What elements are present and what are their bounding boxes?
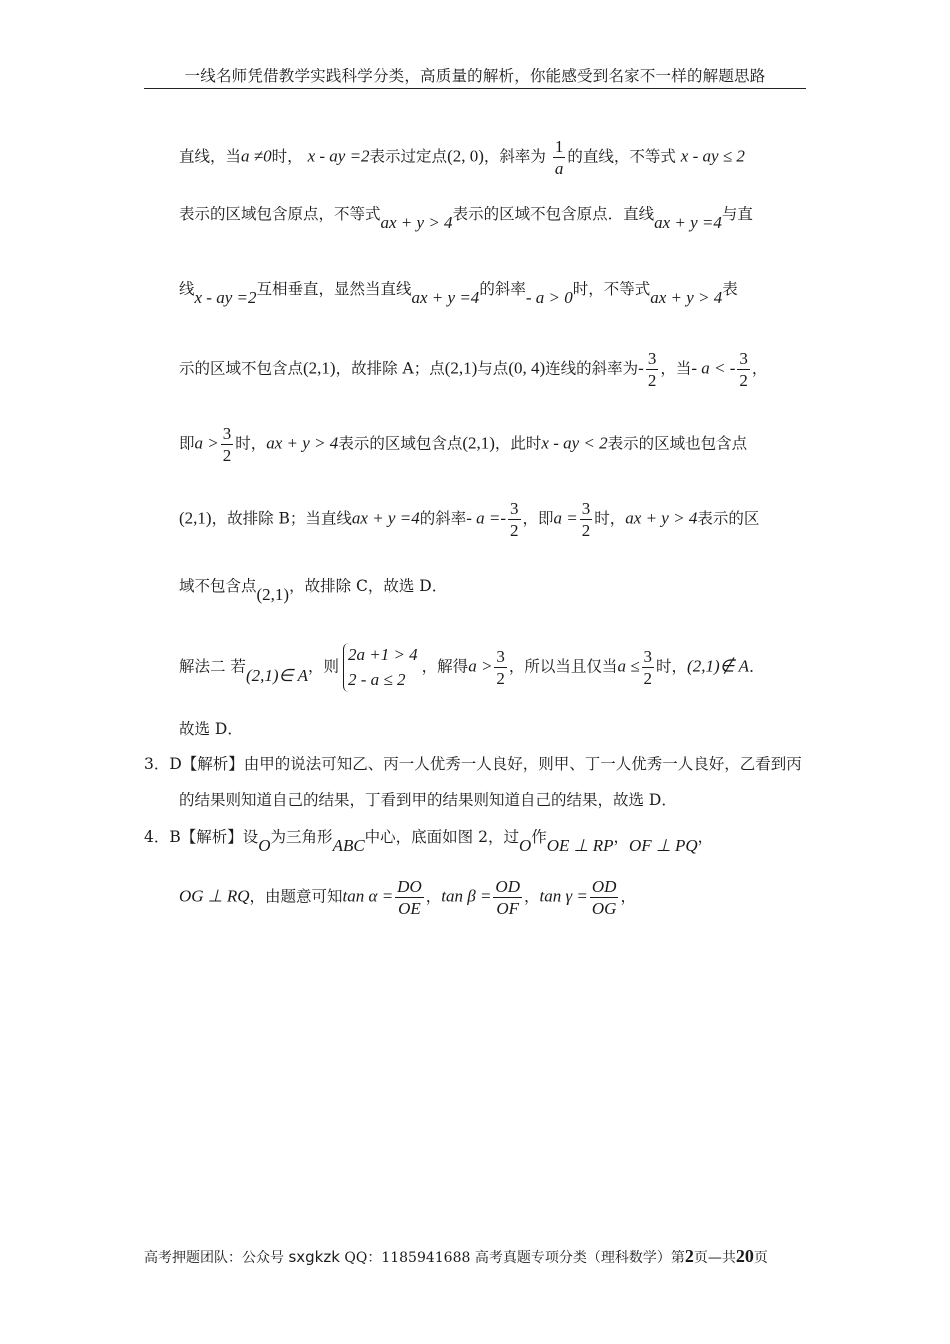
text: 表	[722, 280, 738, 298]
text: 时，	[594, 509, 626, 528]
text: 4．B【解析】设	[144, 828, 259, 846]
denominator: 2	[647, 371, 657, 390]
math: a ≠0	[241, 146, 272, 166]
text: 域不包含点	[179, 577, 257, 595]
math: a =	[553, 508, 578, 528]
math: ax + y =4	[654, 213, 722, 232]
math: ax + y > 4	[266, 433, 339, 453]
numerator: 3	[643, 647, 653, 667]
text: ，当	[660, 359, 692, 378]
text: 由甲的说法可知乙、丙一人优秀一人良好，则甲、丁一人优秀一人良好，乙看到丙	[243, 755, 802, 773]
text: 的斜率	[419, 509, 467, 528]
denominator: 2	[643, 669, 653, 689]
text: 线	[179, 280, 195, 298]
text: ，故排除 B；当直线	[211, 509, 352, 528]
text: 为三角形	[270, 828, 333, 846]
solution-line-1	[179, 138, 745, 177]
math: (2,1)	[256, 585, 290, 604]
question-4-cont	[179, 878, 636, 917]
text: 表示的区域不包含原点．直线	[452, 205, 655, 223]
footer-text: 高考押题团队：公众号	[144, 1250, 284, 1266]
numerator: 3	[647, 349, 657, 368]
denominator: OG	[591, 899, 617, 918]
fraction	[553, 138, 566, 177]
numerator: 1	[554, 137, 564, 156]
text: ．	[749, 657, 765, 676]
solution-line-6	[179, 500, 759, 539]
math: OE ⊥ RP	[546, 836, 614, 855]
math: (2,1)∈ A	[245, 665, 308, 685]
text: 时，	[235, 434, 267, 453]
math: -	[638, 358, 644, 378]
math: - a < -	[691, 358, 736, 378]
text: ，故排除 A；点	[335, 359, 445, 378]
fraction	[494, 648, 507, 687]
text: ，故排除 C，故选 D．	[289, 577, 448, 595]
math: tan α =	[342, 886, 394, 906]
fraction	[642, 648, 655, 687]
text: 表示的区域也包含点	[607, 434, 748, 453]
fraction	[221, 425, 234, 464]
fraction	[737, 350, 750, 389]
math: x - ay =2	[194, 288, 257, 307]
text: ，所以当且仅当	[508, 657, 618, 676]
numerator: OD	[591, 877, 617, 896]
text: 互相垂直，显然当直线	[256, 280, 412, 298]
numerator: 3	[510, 499, 519, 518]
text: ，即	[522, 509, 554, 528]
math: ax + y > 4	[625, 508, 698, 528]
page-footer	[144, 1246, 806, 1267]
numerator: 3	[222, 424, 232, 443]
text: 解法二 若	[179, 657, 246, 676]
text: 示的区域不包含点	[179, 359, 304, 378]
math: a >	[468, 656, 493, 676]
text: ，	[613, 828, 630, 846]
math: ABC	[332, 836, 365, 855]
numerator: OD	[495, 877, 520, 896]
denominator: OE	[398, 899, 421, 918]
text: ，	[751, 359, 768, 378]
text: 中心，底面如图 2，过	[364, 828, 519, 846]
math: (2,1)	[303, 358, 336, 378]
footer-text: 页	[753, 1250, 768, 1266]
text: 与直	[721, 205, 753, 223]
math: (2,1)	[444, 358, 478, 378]
math: tan γ =	[539, 886, 588, 906]
text: ，此时	[494, 434, 542, 453]
math: ax + y > 4	[380, 213, 453, 232]
math: (2,1)	[179, 508, 212, 528]
math: x - ay =2	[307, 146, 370, 166]
math: ax + y > 4	[650, 288, 723, 307]
inequality-system	[343, 643, 418, 692]
math: O	[258, 836, 271, 855]
solution-line-3	[179, 280, 738, 307]
fraction	[646, 350, 659, 389]
text: 3．D【解析】	[144, 755, 244, 773]
text: 连线的斜率为	[545, 359, 639, 378]
text: 作	[531, 828, 547, 846]
text: 时，	[656, 657, 688, 676]
page-number: 2	[684, 1246, 694, 1266]
denominator: 2	[496, 669, 505, 689]
denominator: 2	[739, 371, 748, 390]
math: x - ay < 2	[541, 433, 608, 453]
text: ，	[523, 887, 540, 906]
text: ，解得	[421, 657, 469, 676]
text: 时，不等式	[572, 280, 651, 298]
math: OG ⊥ RQ	[179, 886, 250, 906]
math: O	[518, 836, 532, 855]
system-row: 2a +1 > 4	[347, 645, 418, 664]
footer-text: QQ：1185941688 高考真题专项分类（理科数学）第	[344, 1250, 685, 1266]
solution-line-7	[179, 577, 448, 604]
math: x - ay ≤ 2	[680, 146, 745, 166]
solution-line-4	[179, 350, 767, 389]
fraction	[395, 878, 424, 917]
method-two-conclusion	[179, 722, 243, 738]
denominator: OF	[496, 899, 520, 918]
denominator: 2	[581, 521, 591, 540]
text: 表示的区域包含点	[338, 434, 463, 453]
math: - a =-	[466, 508, 507, 528]
text: 即	[179, 434, 195, 453]
page-total: 20	[735, 1246, 754, 1266]
system-row: 2 - a ≤ 2	[347, 669, 406, 689]
text: ，	[620, 887, 636, 906]
text: 的直线，不等式	[567, 147, 676, 166]
math: (0, 4)	[508, 358, 546, 378]
text: 表示的区域包含原点，不等式	[179, 205, 381, 223]
page-header: 一线名师凭借教学实践科学分类，高质量的解析，你能感受到名家不一样的解题思路	[184, 67, 766, 85]
fraction	[590, 878, 619, 917]
text: ，则	[307, 657, 339, 676]
denominator: 2	[510, 521, 519, 540]
denominator: 2	[222, 446, 232, 465]
text: ，	[425, 887, 442, 906]
math: ax + y =4	[351, 508, 420, 528]
question-4	[144, 828, 714, 855]
numerator: 3	[581, 499, 591, 518]
header-divider	[144, 88, 806, 89]
text: 的结果则知道自己的结果，丁看到甲的结果则知道自己的结果，故选 D．	[179, 791, 677, 809]
method-two-line	[179, 643, 765, 692]
question-3-cont	[179, 793, 677, 809]
numerator: 3	[496, 647, 505, 667]
text: ，由题意可知	[249, 887, 343, 906]
fraction	[508, 500, 521, 539]
denominator: a	[554, 159, 564, 178]
text: 表示的区	[697, 509, 760, 528]
text: 表示过定点	[369, 147, 448, 166]
math: ax + y =4	[411, 288, 480, 307]
solution-line-5	[179, 425, 747, 464]
numerator: 3	[739, 349, 748, 368]
math: a ≤	[617, 656, 640, 676]
math: - a > 0	[525, 288, 573, 307]
math: (2, 0)	[447, 146, 484, 166]
question-3	[144, 757, 802, 773]
math: (2,1)	[462, 433, 495, 453]
text: ，	[697, 828, 714, 846]
text: 的斜率	[479, 280, 526, 298]
math: tan β =	[441, 886, 492, 906]
math: a >	[194, 433, 219, 453]
text: ，斜率为	[483, 147, 546, 166]
text: 故选 D．	[179, 720, 243, 738]
fraction	[580, 500, 593, 539]
numerator: DO	[397, 877, 422, 896]
text: 时，	[271, 147, 303, 166]
math: (2,1)∉ A	[687, 656, 750, 676]
text: 与点	[477, 359, 509, 378]
math: OF ⊥ PQ	[629, 836, 698, 855]
footer-text: 页—共	[693, 1250, 736, 1266]
solution-line-2	[179, 205, 753, 232]
text: 直线，当	[179, 147, 242, 166]
fraction	[493, 878, 522, 917]
footer-account: sxgkzk	[288, 1248, 340, 1266]
